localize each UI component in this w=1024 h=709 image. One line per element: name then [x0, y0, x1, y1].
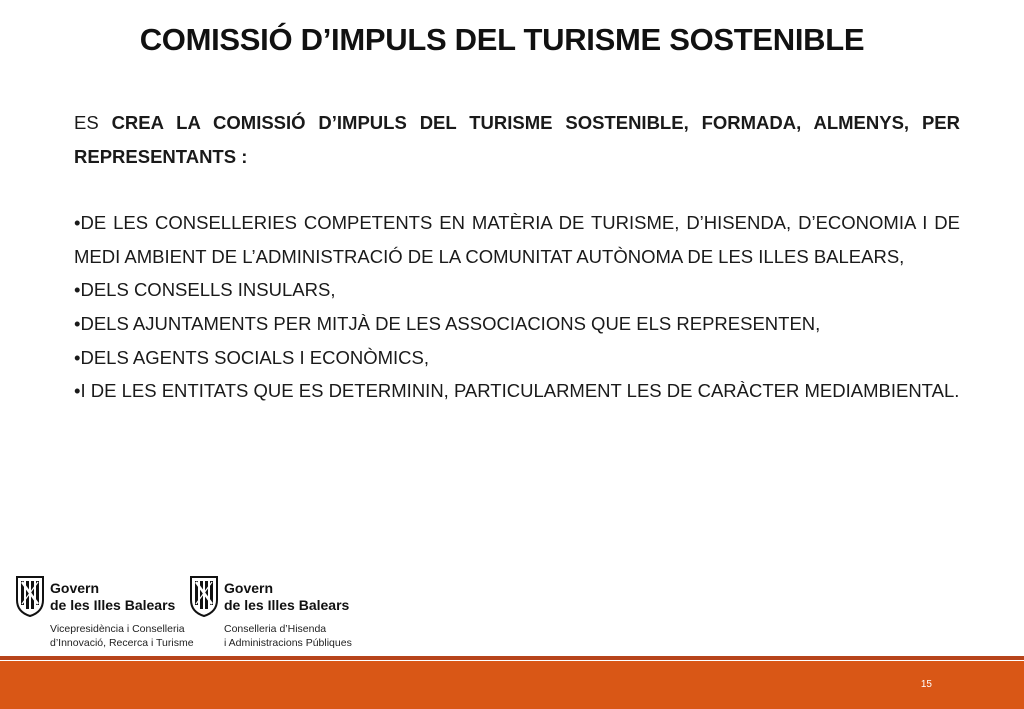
- govern-name: [50, 580, 175, 614]
- page-number: 15: [920, 679, 932, 690]
- balearic-crest-icon: [14, 574, 46, 618]
- footer-logos: [14, 574, 374, 656]
- bullet-consells-insulars: •DELS CONSELLS INSULARS,: [74, 279, 336, 301]
- slide-title: COMISSIÓ D’IMPULS DEL TURISME SOSTENIBLE: [139, 22, 865, 57]
- bullet-conselleries: •DE LES CONSELLERIES COMPETENTS EN MATÈRIA DE TURISME, D’HISENDA, D’ECONOMIA I DE MEDI AMBIENT DE L’ADMINISTRACIÓ DE LA COMUNITAT AUTÒNOMA DE LES ILLES BALEARS,: [74, 212, 960, 267]
- bullet-agents-socials: •DELS AGENTS SOCIALS I ECONÒMICS,: [74, 346, 429, 368]
- bullet-ajuntaments: •DELS AJUNTAMENTS PER MITJÀ DE LES ASSOCIACIONS QUE ELS REPRESENTEN,: [74, 312, 821, 334]
- department-line-2: d’Innovació, Recerca i Turisme: [50, 637, 194, 649]
- intro-bold-text: CREA LA COMISSIÓ D’IMPULS DEL TURISME SOSTENIBLE, FORMADA, ALMENYS, PER REPRESENTANTS :: [74, 112, 960, 167]
- department-line-2: i Administracions Públiques: [224, 637, 352, 649]
- bullet-entitats: •I DE LES ENTITATS QUE ES DETERMININ, PARTICULARMENT LES DE CARÀCTER MEDIAMBIENTAL.: [74, 380, 960, 402]
- govern-name: [224, 580, 349, 614]
- govern-line-1: Govern: [50, 580, 100, 596]
- slide-body: [74, 106, 960, 408]
- department-name: [224, 622, 352, 650]
- intro-paragraph: [74, 106, 960, 173]
- footer-divider-line: [0, 656, 1024, 660]
- balearic-crest-icon: [188, 574, 220, 618]
- department-line-1: Vicepresidència i Conselleria: [50, 623, 185, 635]
- intro-prefix: ES: [74, 112, 112, 133]
- govern-line-2: de les Illes Balears: [224, 597, 350, 613]
- department-name: [50, 622, 194, 650]
- govern-line-2: de les Illes Balears: [50, 597, 176, 613]
- footer-bar: [0, 661, 1024, 709]
- govern-line-1: Govern: [224, 580, 274, 596]
- department-line-1: Conselleria d’Hisenda: [224, 623, 327, 635]
